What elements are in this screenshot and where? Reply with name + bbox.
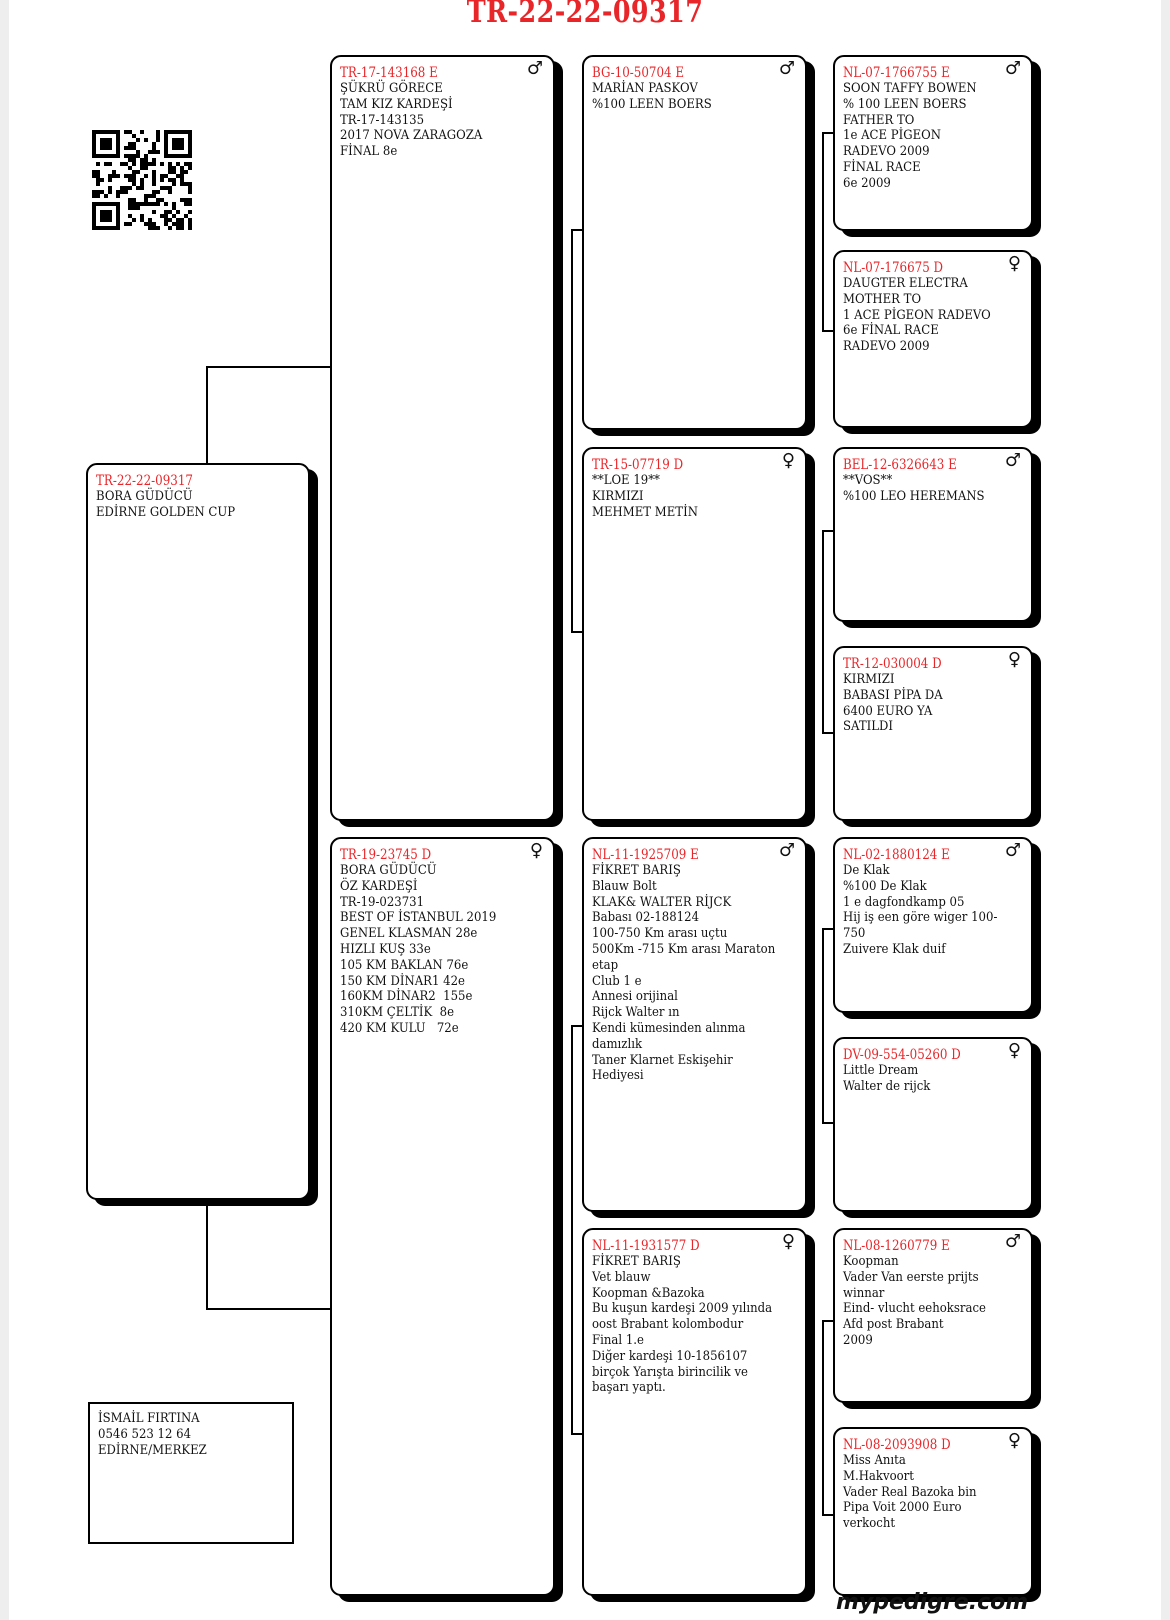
bird-card-ssd — [833, 250, 1033, 428]
detail-line: Hij iş een göre wiger 100-750 — [843, 910, 998, 942]
male-icon: ♂ — [1004, 1231, 1021, 1252]
owner-location: EDİRNE/MERKEZ — [98, 1442, 207, 1458]
female-icon: ♀ — [781, 1231, 795, 1252]
bird-card-dds — [833, 1228, 1033, 1403]
ring-number: NL-07-176675 D — [843, 260, 944, 276]
detail-line: FİNAL 8e — [340, 144, 398, 160]
detail-line: Miss Anıta — [843, 1453, 906, 1468]
detail-line: 310KM ÇELTİK 8e — [340, 1005, 455, 1021]
detail-line: Taner Klarnet Eskişehir — [592, 1052, 733, 1068]
ring-number: TR-22-22-09317 — [96, 473, 193, 489]
bird-details — [592, 863, 797, 1084]
detail-line: Vader Real Bazoka bin — [843, 1484, 977, 1500]
bird-card-dam-dam — [582, 1228, 807, 1596]
detail-line: % 100 LEEN BOERS — [843, 96, 967, 112]
ring-number: BEL-12-6326643 E — [843, 457, 957, 473]
detail-line: Pipa Voit 2000 Euro — [843, 1500, 962, 1516]
bird-card-subject — [86, 463, 310, 1200]
detail-line: 105 KM BAKLAN 76e — [340, 957, 469, 973]
detail-line: 6e FİNAL RACE — [843, 323, 939, 339]
detail-line: TAM KIZ KARDEŞİ — [340, 96, 453, 112]
detail-line: FİKRET BARIŞ — [592, 863, 681, 878]
male-icon: ♂ — [1004, 450, 1021, 471]
female-icon: ♀ — [1007, 253, 1021, 274]
bird-card-sire-sire — [582, 55, 807, 430]
bird-card-sire-dam — [582, 447, 807, 821]
qr-code-icon — [92, 130, 192, 230]
detail-line: TR-19-023731 — [340, 894, 425, 910]
detail-line: De Klak — [843, 863, 890, 878]
detail-line: FİKRET BARIŞ — [592, 1254, 681, 1269]
detail-line: KLAK& WALTER RİJCK — [592, 894, 732, 910]
detail-line: FİNAL RACE — [843, 159, 921, 175]
detail-line: Bu kuşun kardeşi 2009 yılında oost Brabant kolombodur — [592, 1301, 773, 1333]
detail-line: **VOS** — [843, 473, 893, 488]
detail-line: Little Dream — [843, 1063, 919, 1078]
female-icon: ♀ — [529, 840, 543, 861]
detail-line: verkocht — [843, 1516, 896, 1532]
detail-line: Diğer kardeşi 10-1856107 birçok Yarışta birincilik ve başarı yaptı. — [592, 1348, 748, 1396]
detail-line: BORA GÜDÜCÜ — [340, 863, 437, 878]
detail-line: RADEVO 2009 — [843, 339, 930, 355]
bird-details — [592, 1254, 797, 1396]
bird-card-sss — [833, 55, 1033, 231]
page-title: TR-22-22-09317 — [466, 0, 704, 30]
bird-details — [592, 473, 797, 520]
bird-details — [843, 473, 1023, 505]
detail-line: Annesi orijinal — [592, 989, 678, 1005]
ring-number: NL-08-1260779 E — [843, 1238, 950, 1254]
detail-line: Zuivere Klak duif — [843, 941, 946, 957]
bird-details — [843, 672, 1023, 735]
bird-card-dam-sire — [582, 837, 807, 1212]
ring-number: NL-08-2093908 D — [843, 1437, 951, 1453]
detail-line: 2009 — [843, 1332, 873, 1348]
detail-line: 1 ACE PİGEON RADEVO — [843, 307, 991, 323]
bird-details — [843, 1063, 1023, 1095]
bird-details — [96, 489, 300, 521]
ring-number: TR-12-030004 D — [843, 656, 942, 672]
detail-line: Eind- vlucht eehoksrace Afd post Brabant — [843, 1301, 986, 1333]
detail-line: Blauw Bolt — [592, 878, 657, 894]
bird-details — [843, 1453, 1023, 1532]
detail-line: MOTHER TO — [843, 291, 922, 307]
detail-line: %100 LEEN BOERS — [592, 96, 712, 112]
male-icon: ♂ — [1004, 58, 1021, 79]
detail-line: SATILDI — [843, 719, 894, 735]
ring-number: TR-19-23745 D — [340, 847, 432, 863]
bird-details — [843, 276, 1023, 355]
detail-line: 150 KM DİNAR1 42e — [340, 973, 465, 989]
detail-line: 1e ACE PİGEON — [843, 128, 941, 144]
bird-card-dam — [330, 837, 555, 1596]
detail-line: BABASI PİPA DA — [843, 687, 943, 703]
detail-line: MARİAN PASKOV — [592, 81, 698, 96]
bird-card-ddd — [833, 1427, 1033, 1596]
detail-line: DAUGTER ELECTRA — [843, 276, 968, 291]
male-icon: ♂ — [1004, 840, 1021, 861]
bird-details — [843, 1254, 1023, 1349]
bird-details — [592, 81, 797, 113]
owner-name: İSMAİL FIRTINA — [98, 1411, 200, 1426]
male-icon: ♂ — [778, 840, 795, 861]
ring-number: NL-11-1931577 D — [592, 1238, 700, 1254]
owner-phone: 0546 523 12 64 — [98, 1426, 192, 1442]
bird-card-dss — [833, 837, 1033, 1013]
female-icon: ♀ — [781, 450, 795, 471]
detail-line: %100 LEO HEREMANS — [843, 488, 985, 504]
connector-subject-dam — [206, 1196, 332, 1310]
owner-details — [98, 1411, 284, 1458]
bird-details — [843, 81, 1023, 192]
ring-number: TR-15-07719 D — [592, 457, 684, 473]
bird-card-sds — [833, 447, 1033, 622]
connector-subject-sire — [206, 366, 332, 465]
detail-line: 2017 NOVA ZARAGOZA — [340, 128, 483, 144]
detail-line: KIRMIZI — [843, 672, 895, 687]
detail-line: Babası 02-188124 — [592, 910, 700, 926]
detail-line: Walter de rijck — [843, 1078, 931, 1094]
detail-line: 420 KM KULU 72e — [340, 1020, 459, 1036]
bird-details — [340, 863, 545, 1037]
detail-line: M.Hakvoort — [843, 1468, 914, 1484]
bird-card-dsd — [833, 1037, 1033, 1212]
ring-number: NL-11-1925709 E — [592, 847, 699, 863]
detail-line: ŞÜKRÜ GÖRECE — [340, 81, 443, 96]
detail-line: FATHER TO — [843, 112, 915, 128]
detail-line: ÖZ KARDEŞİ — [340, 878, 418, 894]
detail-line: HIZLI KUŞ 33e — [340, 941, 431, 957]
detail-line: 500Km -715 Km arası Maraton etap — [592, 941, 776, 973]
detail-line: 6400 EURO YA — [843, 703, 933, 719]
detail-line: Vet blauw — [592, 1269, 651, 1285]
detail-line: 1 e dagfondkamp 05 — [843, 894, 965, 910]
ring-number: NL-07-1766755 E — [843, 65, 950, 81]
detail-line: **LOE 19** — [592, 473, 660, 488]
detail-line: 6e 2009 — [843, 175, 891, 191]
detail-line: %100 De Klak — [843, 878, 927, 894]
detail-line: Rijck Walter ın — [592, 1005, 680, 1021]
detail-line: SOON TAFFY BOWEN — [843, 81, 977, 96]
detail-line: TR-17-143135 — [340, 112, 425, 128]
detail-line: 100-750 Km arası uçtu — [592, 926, 728, 942]
detail-line: BORA GÜDÜCÜ — [96, 489, 193, 504]
female-icon: ♀ — [1007, 1040, 1021, 1061]
ring-number: BG-10-50704 E — [592, 65, 685, 81]
detail-line: Kendi kümesinden alınma damızlık — [592, 1020, 746, 1052]
ring-number: NL-02-1880124 E — [843, 847, 950, 863]
detail-line: RADEVO 2009 — [843, 144, 930, 160]
male-icon: ♂ — [526, 58, 543, 79]
bird-card-sdd — [833, 646, 1033, 821]
detail-line: Final 1.e — [592, 1332, 644, 1348]
male-icon: ♂ — [778, 58, 795, 79]
detail-line: EDİRNE GOLDEN CUP — [96, 504, 236, 520]
detail-line: MEHMET METİN — [592, 504, 698, 520]
detail-line: Hediyesi — [592, 1068, 644, 1084]
detail-line: 160KM DİNAR2 155e — [340, 989, 473, 1005]
detail-line: KIRMIZI — [592, 488, 644, 504]
detail-line: Vader Van eerste prijts winnar — [843, 1269, 979, 1301]
bird-details — [843, 863, 1023, 958]
detail-line: BEST OF İSTANBUL 2019 — [340, 910, 497, 926]
ring-number: DV-09-554-05260 D — [843, 1047, 961, 1063]
female-icon: ♀ — [1007, 1430, 1021, 1451]
bird-details — [340, 81, 545, 160]
detail-line: Koopman &Bazoka — [592, 1285, 705, 1301]
female-icon: ♀ — [1007, 649, 1021, 670]
detail-line: Koopman — [843, 1254, 899, 1269]
owner-info-box — [88, 1402, 294, 1544]
bird-card-sire — [330, 55, 555, 821]
ring-number: TR-17-143168 E — [340, 65, 438, 81]
site-watermark: mypedigre.com — [836, 1590, 1029, 1615]
detail-line: GENEL KLASMAN 28e — [340, 926, 478, 942]
detail-line: Club 1 e — [592, 973, 642, 989]
